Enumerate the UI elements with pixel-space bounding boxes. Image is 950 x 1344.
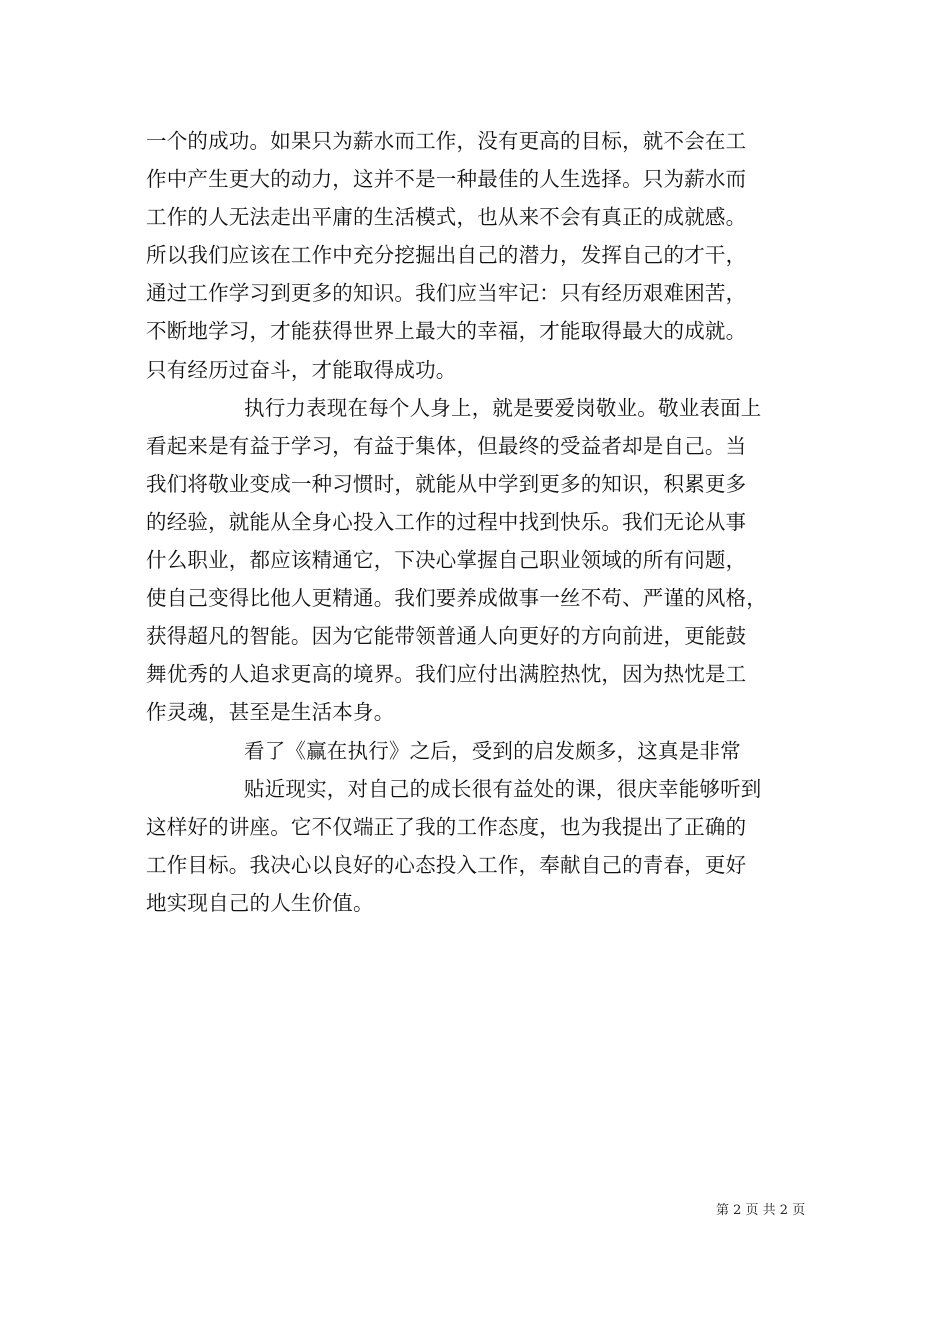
text-line: 这样好的讲座。它不仅端正了我的工作态度，也为我提出了正确的: [146, 814, 747, 839]
text-line: 工作目标。我决心以良好的心态投入工作，奉献自己的青春，更好: [146, 852, 747, 877]
text-line: 只有经历过奋斗，才能取得成功。: [146, 357, 457, 382]
page-number-footer: 第 2 页 共 2 页: [716, 1203, 806, 1218]
text-line: 我们将敬业变成一种习惯时，就能从中学到更多的知识，积累更多: [146, 471, 747, 496]
text-line: 看起来是有益于学习，有益于集体，但最终的受益者却是自己。当: [146, 433, 747, 458]
text-line: 的经验，就能从全身心投入工作的过程中找到快乐。我们无论从事: [146, 509, 747, 534]
text-line: 使自己变得比他人更精通。我们要养成做事一丝不苟、严谨的风格，: [146, 586, 767, 611]
text-line: 工作的人无法走出平庸的生活模式，也从来不会有真正的成就感。: [146, 205, 747, 230]
document-body: [146, 122, 826, 922]
text-line: 所以我们应该在工作中充分挖掘出自己的潜力，发挥自己的才干，: [146, 243, 747, 268]
text-line: 不断地学习，才能获得世界上最大的幸福，才能取得最大的成就。: [146, 319, 747, 344]
paragraph-first-line: 看了《赢在执行》之后，受到的启发颇多，这真是非常: [244, 738, 741, 763]
text-line: 地实现自己的人生价值。: [146, 890, 374, 915]
text-line: 作灵魂，甚至是生活本身。: [146, 700, 395, 725]
paragraph-first-line: 贴近现实，对自己的成长很有益处的课，很庆幸能够听到: [244, 776, 762, 801]
text-line: 通过工作学习到更多的知识。我们应当牢记：只有经历艰难困苦，: [146, 281, 747, 306]
text-line: 什么职业，都应该精通它，下决心掌握自己职业领域的所有问题，: [146, 548, 747, 573]
text-line: 一个的成功。如果只为薪水而工作，没有更高的目标，就不会在工: [146, 129, 747, 153]
paragraph-first-line: 执行力表现在每个人身上，就是要爱岗敬业。敬业表面上: [244, 395, 762, 420]
text-line: 作中产生更大的动力，这并不是一种最佳的人生选择。只为薪水而: [146, 167, 747, 192]
text-line: 获得超凡的智能。因为它能带领普通人向更好的方向前进，更能鼓: [146, 624, 747, 649]
text-line: 舞优秀的人追求更高的境界。我们应付出满腔热忱，因为热忱是工: [146, 662, 747, 687]
